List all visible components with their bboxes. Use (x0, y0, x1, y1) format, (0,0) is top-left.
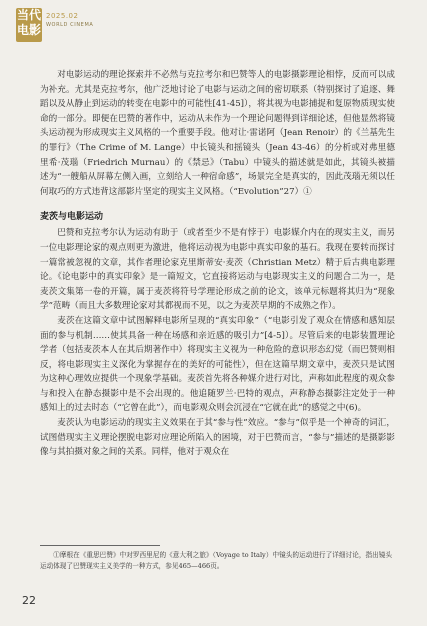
footnote-divider (40, 545, 160, 546)
paragraph-4: 麦茨认为电影运动的现实主义效果在于其“参与性”效应。“参与”似乎是一个神奇的词汇，试图借现实主义理论摆脱电影对应理论所陷入的困境，对于巴赞而言，“参与”描述的是摄影影像与其拍摄对象之间的关系。同样，他对于观众在 (40, 418, 395, 458)
paragraph-1: 对电影运动的理论探索并不必然与克拉考尔和巴赞等人的电影摄影理论相悖，反而可以成为补充。尤其是克拉考尔，他广泛地讨论了电影与运动之间的密切联系（特别探讨了追逐、舞蹈以及从静止到运动的转变在电影中的可能性[41-45]），将其视为电影捕捉和复原物质现实使命的一部分。即便在巴赞的著作中，运动从未作为一个理论问题得到详细论述，但他显然将镜头运动视为形成现实主义风格的一个重要手段。他对让·雷诺阿（Jean Renoir）的《兰基先生的罪行》（The Crime of M. Lange）中长镜头和摇镜头（Jean 43-46）的分析或对弗里德里希·茂瑙（Friedrich Murnau）的《禁忌》（Tabu）中镜头的描述就是如此，其镜头被描述为“一艘船从屏幕左侧入画，立刻给人一种宿命感”，场景完全是真实的，因此茂瑙无须以任何取巧的方式违背这部影片坚定的现实主义风格。（“Evolution”27）① (40, 70, 395, 197)
logo-bottom-text: 电影 (16, 23, 41, 37)
paragraph-3: 麦茨在这篇文章中试图解释电影所呈现的“真实印象”（“电影引发了观众在情感和感知层面的参与机制……使其具备一种在场感和亲近感的吸引力”[4-5]）。尽管后来的电影装置理论学者（包括麦茨本人在其后期著作中）将现实主义视为一种危险的意识形态幻觉（而巴赞则相反，将电影现实主义深化为掌握存在的美好的可能性），但在这篇早期文章中，麦茨只是试图为这种心理效应提供一个现象学基础。麦茨首先将各种媒介进行对比，声称如此程度的观众参与和投入在静态摄影中是不会出现的。他追随罗兰·巴特的观点，声称静态摄影注定处于一种感知上的过去时态（“它曾在此”），而电影观众则会沉浸在“它就在此”的感觉之中(6)。 (40, 315, 395, 414)
section-title: 麦茨与电影运动 (40, 212, 104, 223)
article-body (40, 68, 395, 460)
journal-logo (16, 8, 106, 48)
footnote-text: ①摩根在《重思巴赞》中对罗西里尼的《意大利之旅》（Voyage to Italy）中镜头的运动进行了详细讨论，指出镜头运动体现了巴赞现实主义美学的一种方式，参见465—466页。 (40, 551, 392, 570)
issue-year: 2025.02 (46, 12, 79, 20)
journal-english-name: WORLD CINEMA (46, 22, 94, 28)
footnote (40, 550, 392, 572)
page-number: 22 (22, 594, 36, 607)
paragraph-2: 巴赞和克拉考尔认为运动有助于（或者至少不是有悖于）电影媒介内在的现实主义，而另一位电影理论家的观点则更为激进，他将运动视为电影中真实印象的基石。我现在要转而探讨一篇常被忽视的文章，其作者理论家克里斯蒂安·麦茨（Christian Metz）精于后古典电影理论。《论电影中的真实印象》是一篇短文，它直接将运动与电影现实主义的问题合二为一，是麦茨文集第一卷的开篇，属于麦茨将符号学理论形成之前的论文，该单元标题将其归为“现象学”范畴（而且大多数理论家对其都视而不见，以之为麦茨早期的不成熟之作）。 (40, 228, 395, 312)
logo-mark (16, 8, 42, 42)
logo-top-text: 当代 (16, 8, 41, 22)
